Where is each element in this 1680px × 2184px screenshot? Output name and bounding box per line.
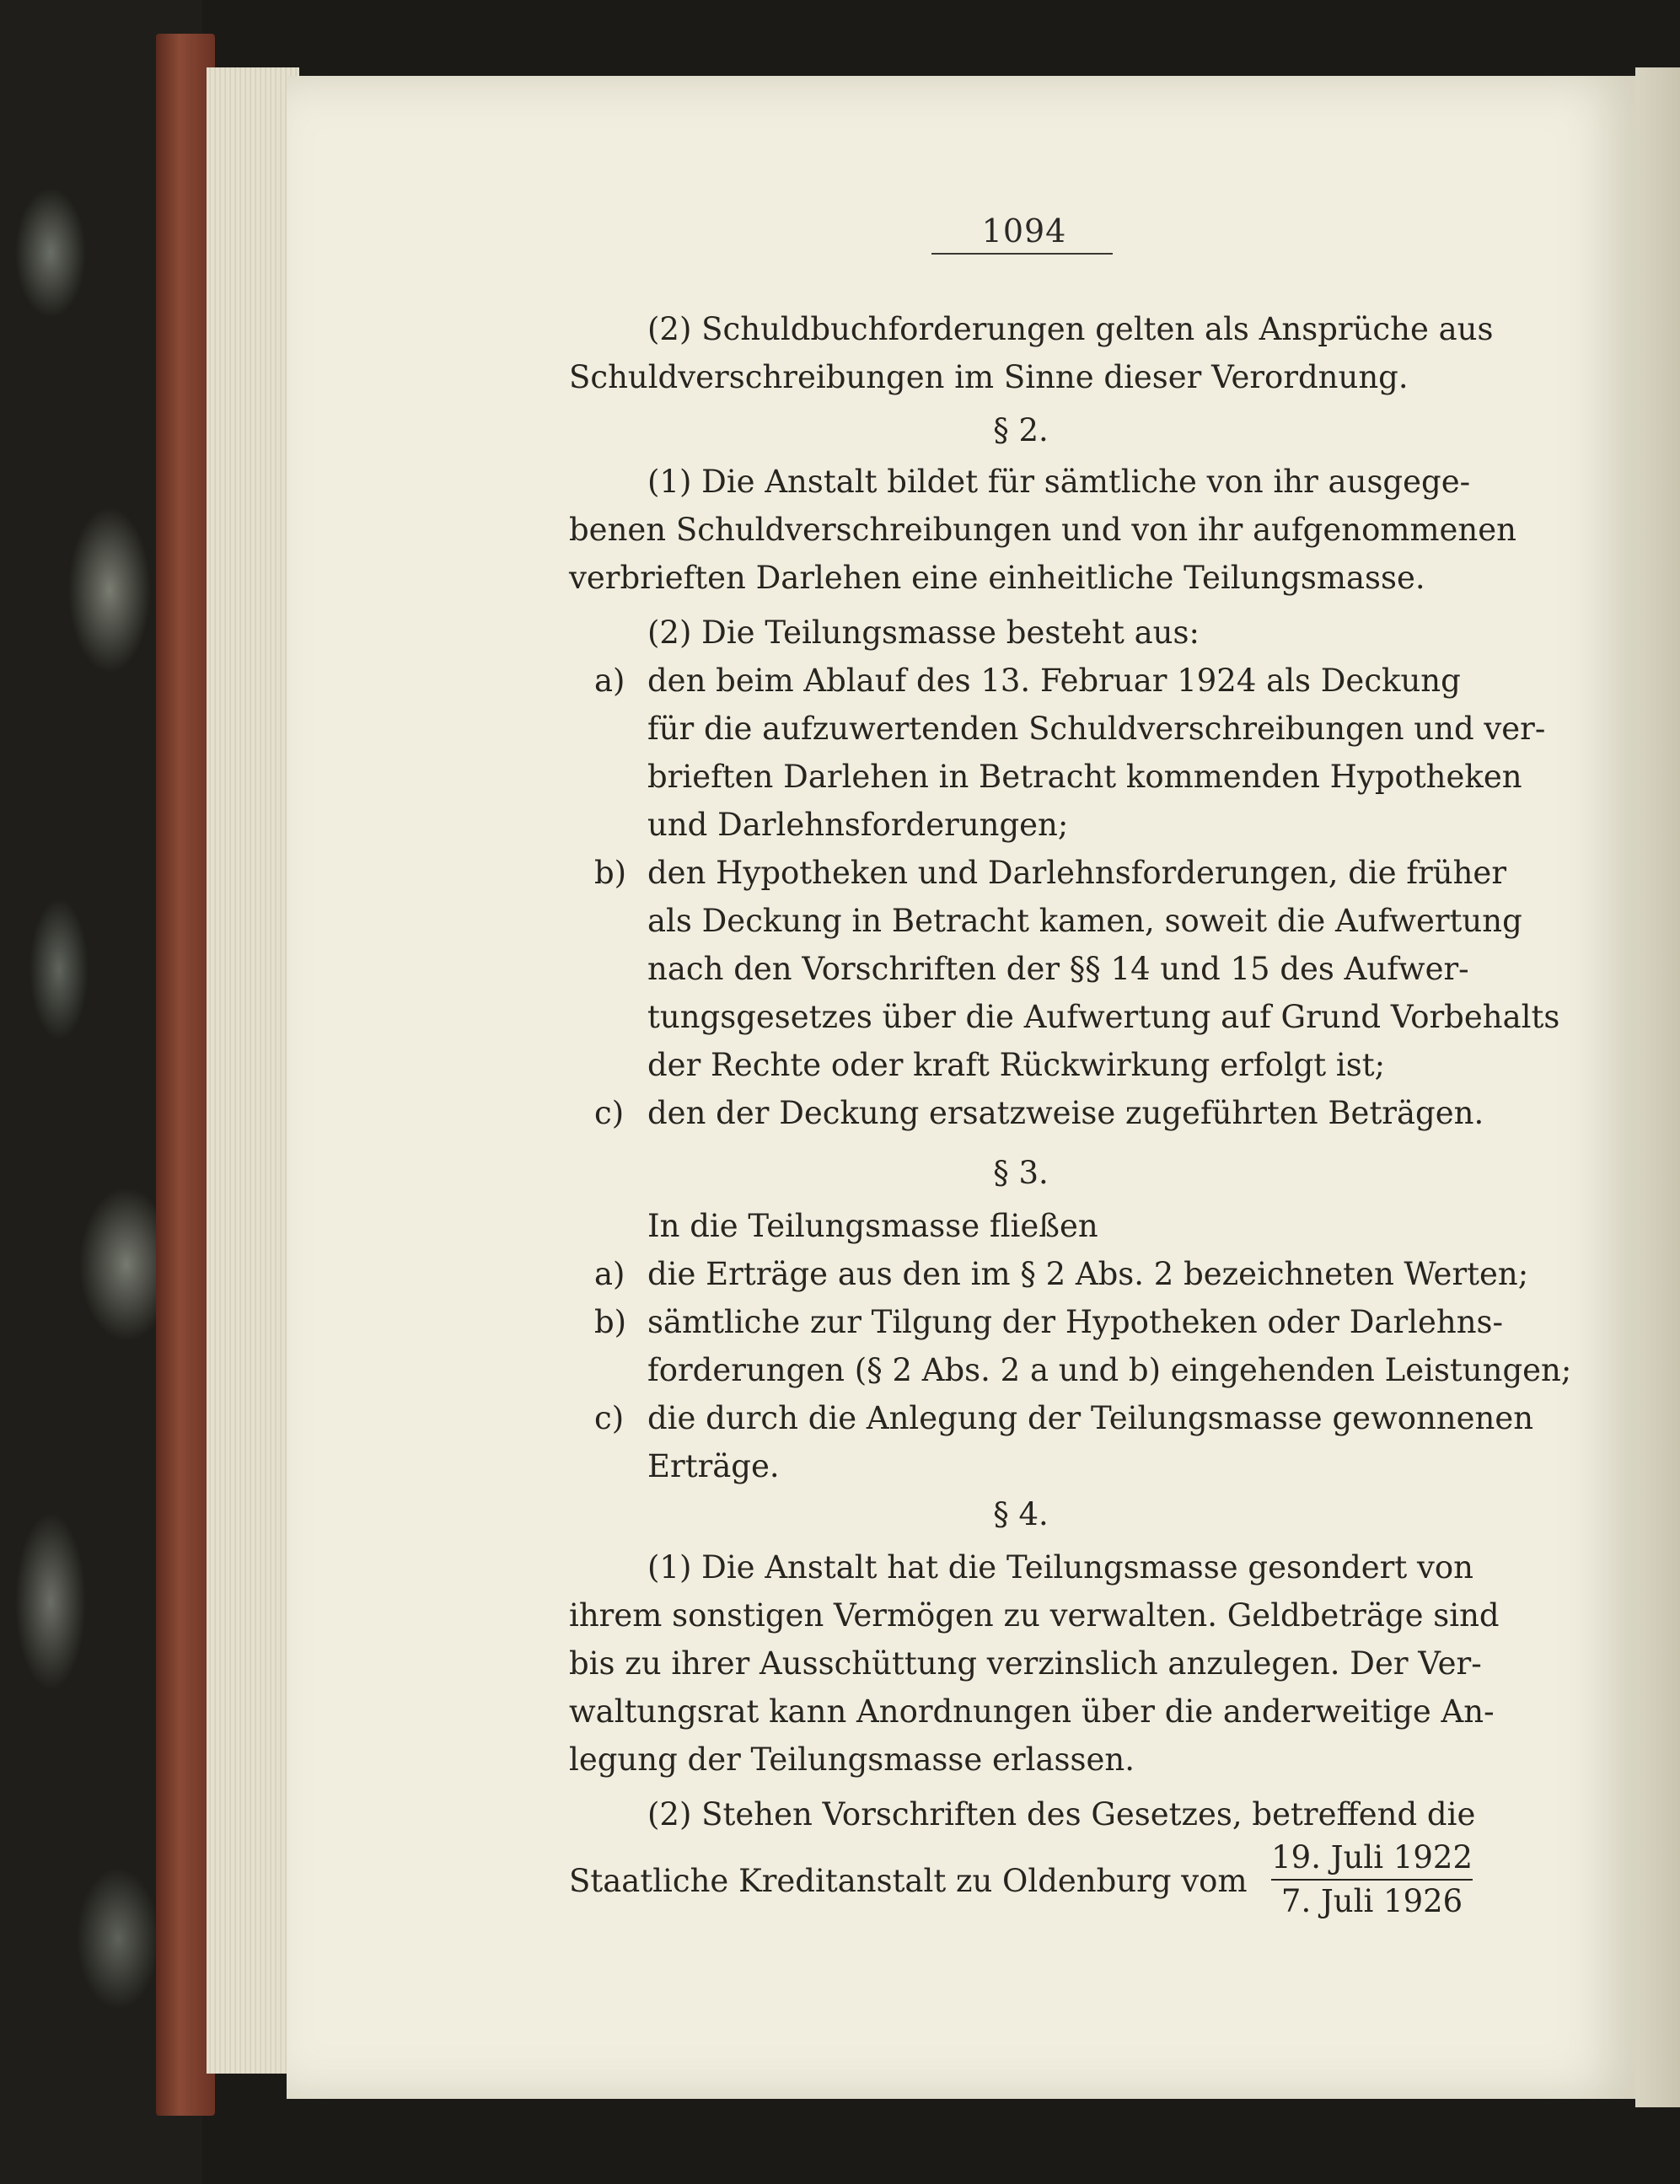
text-line: (2) Die Teilungsmasse besteht aus:	[647, 614, 1200, 651]
text-line: benen Schuldverschreibungen und von ihr aufgenommenen	[569, 512, 1516, 548]
text-line: forderungen (§ 2 Abs. 2 a und b) eingehenden Leistungen;	[647, 1352, 1572, 1388]
text-line: Erträge.	[647, 1448, 780, 1484]
list-label: a)	[594, 1256, 625, 1292]
text-line: als Deckung in Betracht kamen, soweit die Aufwertung	[647, 903, 1522, 939]
text-line: (1) Die Anstalt bildet für sämtliche von ihr ausgege-	[647, 464, 1471, 500]
text-line: bis zu ihrer Ausschüttung verzinslich anzulegen. Der Ver-	[569, 1645, 1482, 1682]
section-heading: § 3.	[993, 1155, 1049, 1191]
list-item-a: a) den beim Ablauf des 13. Februar 1924 als Deckung	[569, 657, 1473, 705]
list-item-c: c) den der Deckung ersatzweise zugeführten Beträgen.	[569, 1089, 1473, 1137]
text-line: für die aufzuwertenden Schuldverschreibungen und ver-	[647, 711, 1546, 747]
text-line: nach den Vorschriften der §§ 14 und 15 des Aufwer-	[647, 951, 1469, 987]
list-label: c)	[594, 1095, 625, 1131]
page-number: 1094	[981, 212, 1067, 250]
text-line: verbrieften Darlehen eine einheitliche Teilungsmasse.	[569, 560, 1425, 596]
text-line: ihrem sonstigen Vermögen zu verwalten. Geldbeträge sind	[569, 1597, 1500, 1634]
list-label: a)	[594, 663, 625, 699]
text-line: (1) Die Anstalt hat die Teilungsmasse gesondert von	[647, 1549, 1474, 1586]
page-stack-edge	[207, 67, 299, 2074]
text-line: (2) Schuldbuchforderungen gelten als Ansprüche aus	[647, 311, 1494, 347]
list-item-b: b) sämtliche zur Tilgung der Hypotheken oder Darlehns-	[569, 1298, 1473, 1346]
text-line: und Darlehnsforderungen;	[647, 807, 1069, 843]
text-line: brieften Darlehen in Betracht kommenden Hypotheken	[647, 759, 1522, 795]
text-line: (2) Stehen Vorschriften des Gesetzes, betreffend die	[647, 1796, 1476, 1833]
text-line: legung der Teilungsmasse erlassen.	[569, 1741, 1135, 1778]
section-heading: § 4.	[993, 1496, 1049, 1532]
list-label: c)	[594, 1400, 625, 1436]
list-item-a: a) die Erträge aus den im § 2 Abs. 2 bezeichneten Werten;	[569, 1250, 1473, 1298]
text-line: waltungsrat kann Anordnungen über die anderweitige An-	[569, 1693, 1495, 1730]
section-heading: § 2.	[993, 412, 1049, 448]
date-fraction	[1271, 1838, 1473, 1921]
list-label: b)	[594, 855, 627, 891]
text-line: tungsgesetzes über die Aufwertung auf Grund Vorbehalts	[647, 999, 1560, 1035]
fraction-bar	[1271, 1879, 1473, 1881]
text-line: der Rechte oder kraft Rückwirkung erfolgt ist;	[647, 1047, 1386, 1083]
page-number-rule	[931, 253, 1113, 255]
page-body	[569, 305, 1572, 1919]
list-item-b: b) den Hypotheken und Darlehnsforderungen, die früher	[569, 849, 1473, 897]
facing-page-edge	[1635, 67, 1680, 2107]
text-line-with-fraction: Staatliche Kreditanstalt zu Oldenburg vom 19. Juli 1922 7. Juli 1926	[569, 1839, 1473, 1919]
list-item-c: c) die durch die Anlegung der Teilungsmasse gewonnenen	[569, 1394, 1473, 1442]
fraction-denominator: 7. Juli 1926	[1280, 1883, 1463, 1919]
fraction-numerator: 19. Juli 1922	[1271, 1839, 1473, 1875]
list-label: b)	[594, 1304, 627, 1340]
text-line: Schuldverschreibungen im Sinne dieser Verordnung.	[569, 359, 1409, 395]
text-line: In die Teilungsmasse fließen	[647, 1208, 1098, 1244]
